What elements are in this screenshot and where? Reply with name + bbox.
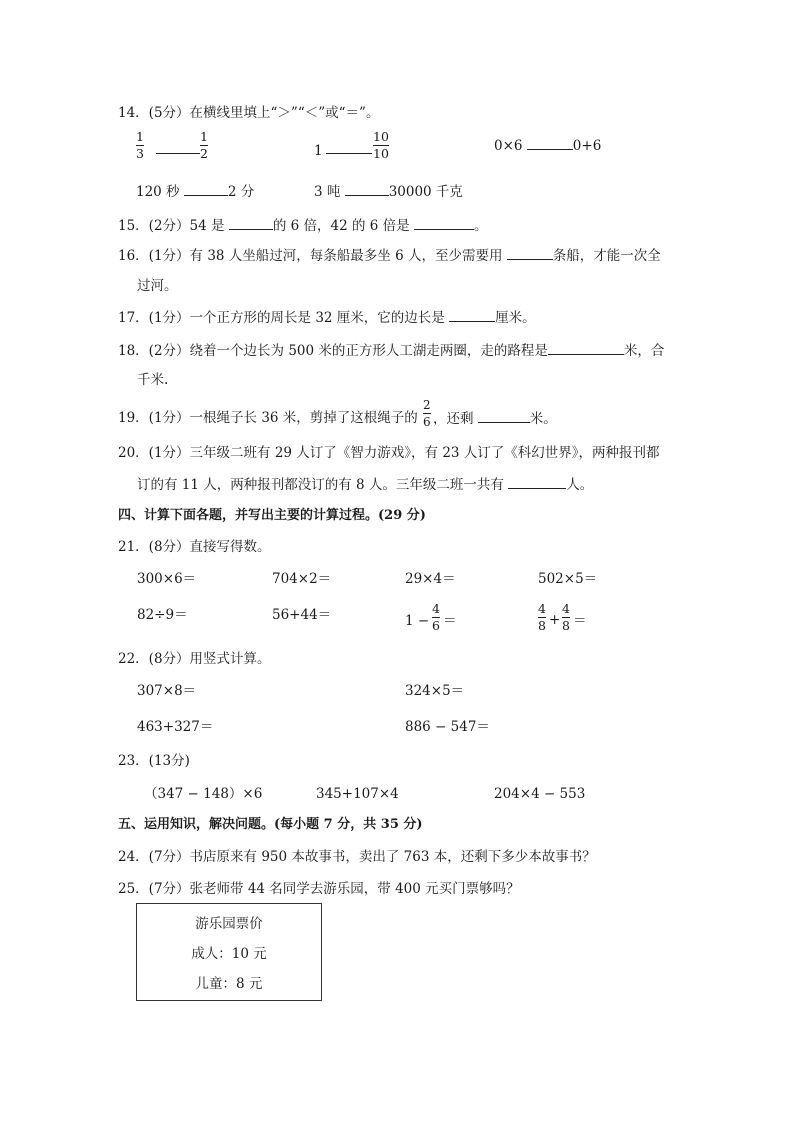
q17-b: 厘米。 (495, 310, 536, 326)
q21-item: 502×5＝ (538, 571, 598, 587)
q14-frac-a (136, 130, 144, 161)
q14-text: 14．(5分）在横线里填上“＞”“＜”或“＝”。 (118, 105, 380, 121)
q22-item: 463+327＝ (137, 719, 214, 735)
section-5-heading: 五、运用知识，解决问题。(每小题 7 分，共 35 分) (118, 817, 423, 832)
q21-f1-a: 1 − (405, 613, 430, 629)
q14-blank-3[interactable] (527, 136, 573, 150)
q23-item: （347 − 148）×6 (144, 786, 263, 802)
q19 (118, 409, 418, 427)
q18-blank[interactable] (548, 341, 624, 355)
q14-blank-1[interactable] (156, 140, 200, 154)
q25: 25．(7分）张老师带 44 名同学去游乐园，带 400 元买门票够吗？ (118, 881, 520, 897)
q14-item3 (494, 136, 601, 155)
q21-item: 56+44＝ (272, 607, 332, 623)
frac-numerator: 2 (423, 398, 431, 412)
q21-item: 29×4＝ (405, 571, 456, 587)
frac-denominator: 6 (423, 415, 431, 429)
q14-item4-a: 120 秒 (136, 184, 180, 200)
q15-blank-2[interactable] (414, 216, 474, 230)
q15-a: 15．(2分）54 是 (118, 218, 225, 234)
q19-b: ，还剩 (433, 411, 474, 427)
q19-frac (423, 398, 431, 429)
q14-blank-2[interactable] (326, 140, 372, 154)
q14-item2-a: 1 (314, 143, 323, 159)
ticket-adult-price: 成人：10 元 (191, 946, 267, 962)
q23-title: 23．(13分) (118, 753, 190, 769)
q16-line2: 过河。 (137, 278, 178, 294)
frac-numerator: 10 (373, 129, 389, 144)
q21-item: 300×6＝ (137, 571, 197, 587)
q14-item3-b: 0+6 (572, 138, 602, 154)
q16-blank[interactable] (507, 246, 553, 260)
q22-item: 307×8＝ (137, 683, 197, 699)
q15-b: 的 6 倍，42 的 6 倍是 (272, 218, 410, 234)
q15-blank-1[interactable] (229, 216, 273, 230)
ticket-title: 游乐园票价 (195, 916, 263, 932)
q16-line1 (118, 246, 661, 265)
frac-numerator: 1 (200, 129, 208, 144)
q23-item: 345+107×4 (316, 786, 399, 802)
q14-blank-4[interactable] (184, 182, 228, 196)
q21-f1-frac (432, 602, 440, 633)
frac-numerator: 1 (136, 129, 144, 144)
q14-item5-a: 3 吨 (314, 184, 341, 200)
ticket-price-box (136, 903, 322, 1001)
q19-tail (433, 409, 557, 428)
q20-c: 人。 (566, 477, 594, 493)
ticket-child-price: 儿童：8 元 (195, 976, 263, 992)
q21-f2-plus: + (549, 612, 561, 628)
frac-numerator: 4 (538, 601, 546, 616)
q21-item: 704×2＝ (272, 571, 332, 587)
q15 (118, 216, 487, 235)
frac-denominator: 8 (538, 618, 546, 633)
q16-a: 16．(1分）有 38 人坐船过河，每条船最多坐 6 人，至少需要用 (118, 248, 503, 264)
q17-blank[interactable] (449, 308, 495, 322)
q19-a: 19．(1分）一根绳子长 36 米，剪掉了这根绳子的 (118, 410, 418, 426)
q21-title: 21．(8分）直接写得数。 (118, 539, 271, 555)
q14-item5 (314, 182, 463, 201)
q19-c: 米。 (529, 411, 557, 427)
q16-b: 条船，才能一次全 (552, 248, 661, 264)
q21-f2-eq: ＝ (573, 613, 587, 629)
section-4-heading: 四、计算下面各题，并写出主要的计算过程。(29 分) (118, 508, 426, 523)
q22-item: 886 − 547＝ (405, 719, 490, 735)
q20-b: 订的有 11 人，两种报刊都没订的有 8 人。三年级二班一共有 (137, 477, 504, 493)
q14-item5-b: 30000 千克 (388, 184, 463, 200)
q21-f1-eq: ＝ (443, 613, 457, 629)
frac-denominator: 8 (562, 618, 570, 633)
q15-c: 。 (473, 218, 488, 234)
q18-line1 (118, 341, 664, 360)
q14-frac-c (373, 130, 389, 161)
frac-numerator: 4 (432, 601, 440, 616)
q18-line2: 千米. (137, 372, 169, 388)
q21-f2-frac2 (562, 602, 570, 633)
q18-b: 米，合 (623, 343, 665, 359)
q23-item: 204×4 − 553 (494, 786, 586, 802)
frac-denominator: 2 (200, 146, 208, 161)
q22-item: 324×5＝ (405, 683, 465, 699)
q20-blank[interactable] (508, 475, 566, 489)
q24: 24．(7分）书店原来有 950 本故事书，卖出了 763 本，还剩下多少本故事书？ (118, 849, 596, 865)
frac-denominator: 10 (373, 146, 389, 161)
q14-frac-b (200, 130, 208, 161)
q18-a: 18．(2分）绕着一个边长为 500 米的正方形人工湖走两圈，走的路程是 (118, 343, 548, 359)
frac-denominator: 3 (136, 146, 144, 161)
frac-denominator: 6 (432, 618, 440, 633)
q17 (118, 308, 536, 327)
q14-item3-a: 0×6 (494, 138, 523, 154)
q14-blank-5[interactable] (345, 182, 389, 196)
q14-item4 (136, 182, 254, 201)
q20-line1: 20．(1分）三年级二班有 29 人订了《智力游戏》，有 23 人订了《科幻世界》，两种报刊都 (118, 445, 660, 461)
q22-title: 22．(8分）用竖式计算。 (118, 651, 271, 667)
q21-f2-frac1 (538, 602, 546, 633)
q20-line2 (137, 475, 593, 494)
q17-a: 17．(1分）一个正方形的周长是 32 厘米，它的边长是 (118, 310, 445, 326)
frac-numerator: 4 (562, 601, 570, 616)
q14-item4-b: 2 分 (227, 184, 255, 200)
q21-item: 82÷9＝ (137, 607, 188, 623)
q19-blank[interactable] (478, 409, 530, 423)
